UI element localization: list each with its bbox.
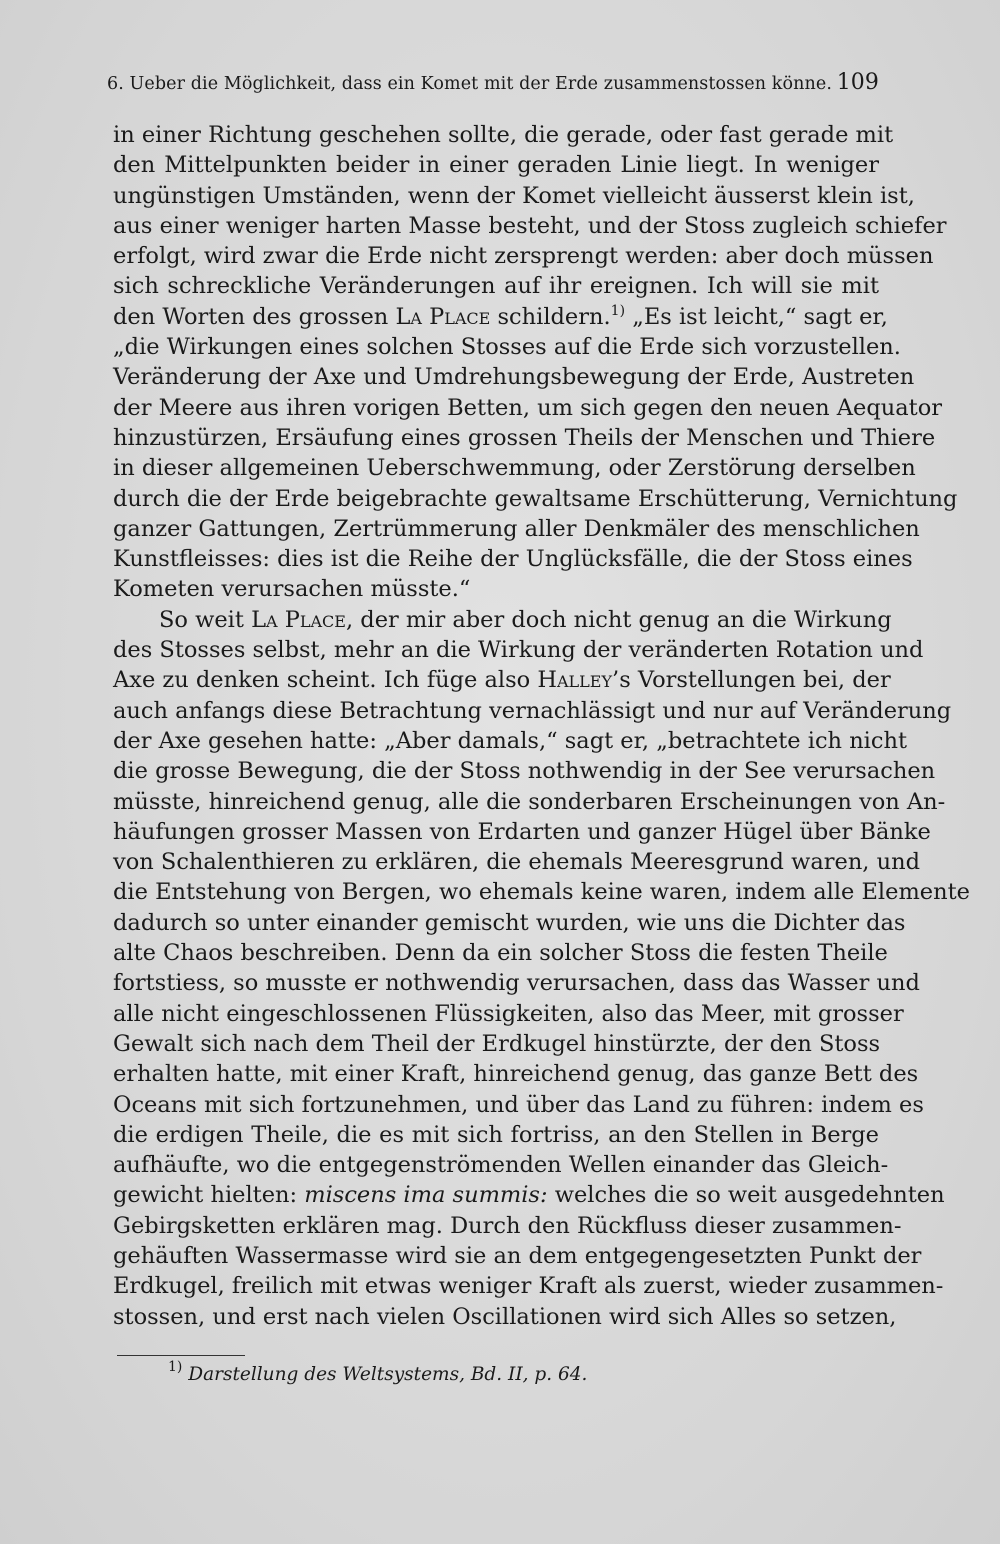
text-line: „die Wirkungen eines solchen Stosses auf die Erde sich vorzustellen. [113,334,901,361]
text-line: des Stosses selbst, mehr an die Wirkung der veränderten Rotation und [113,637,924,664]
text-line: Kunstfleisses: dies ist die Reihe der Unglücksfälle, die der Stoss eines [113,546,913,573]
text-line: Erdkugel, freilich mit etwas weniger Kraft als zuerst, wieder zusammen- [113,1273,944,1300]
text-line: aus einer weniger harten Masse besteht, und der Stoss zugleich schiefer [113,212,947,239]
text-line [113,665,891,695]
text-line [113,605,892,635]
text-span: welches die so weit ausgedehnten [554,1182,945,1209]
footnote-rule [117,1355,245,1356]
text-line: Veränderung der Axe und Umdrehungsbewegung der Erde, Austreten [113,364,915,391]
text-line: aufhäufte, wo die entgegenströmenden Wellen einander das Gleich- [113,1152,889,1179]
text-span: gewicht hielten: [113,1182,298,1209]
text-line: müsste, hinreichend genug, alle die sonderbaren Erscheinungen von An- [113,788,946,815]
text-line: erfolgt, wird zwar die Erde nicht zersprengt werden: aber doch müssen [113,243,934,270]
text-line: erhalten hatte, mit einer Kraft, hinreichend genug, das ganze Bett des [113,1061,919,1088]
text-line: Gebirgsketten erklären mag. Durch den Rückfluss dieser zusammen- [113,1212,902,1239]
footnote-marker: 1) [168,1359,183,1375]
text-line: ganzer Gattungen, Zertrümmerung aller Denkmäler des menschlichen [113,515,920,542]
latin-quote: miscens ima summis: [304,1182,548,1209]
text-line: ungünstigen Umständen, wenn der Komet vielleicht äusserst klein ist, [113,182,915,209]
body-text [113,120,970,1332]
text-span: , der mir aber doch nicht genug an die Wirkung [345,606,892,633]
page-number: 109 [836,70,879,95]
text-line: der Axe gesehen hatte: „Aber damals,“ sagt er, „betrachtete ich nicht [113,727,908,754]
text-span: Axe zu denken scheint. Ich füge also [113,667,531,694]
text-line: fortstiess, so musste er nothwendig verursachen, dass das Wasser und [113,970,920,997]
text-line: dadurch so unter einander gemischt wurden, wie uns die Dichter das [113,909,906,936]
text-line: häufungen grosser Massen von Erdarten und ganzer Hügel über Bänke [113,818,931,845]
running-header [107,70,879,95]
text-line: durch die der Erde beigebrachte gewaltsame Erschütterung, Vernichtung [113,485,958,512]
text-line: stossen, und erst nach vielen Oscillationen wird sich Alles so setzen, [113,1303,897,1330]
text-line: alle nicht eingeschlossenen Flüssigkeiten, also das Meer, mit grosser [113,1000,904,1027]
footnote [168,1359,588,1385]
text-line: in einer Richtung geschehen sollte, die gerade, oder fast gerade mit [113,122,894,148]
footnote-text: Darstellung des Weltsystems, Bd. II, p. 64. [188,1364,588,1385]
text-span: „Es ist leicht,“ sagt er, [632,303,888,330]
text-line: auch anfangs diese Betrachtung vernachlässigt und nur auf Veränderung [113,697,952,724]
footnote-reference: 1) [610,302,626,319]
text-line: die Entstehung von Bergen, wo ehemals keine waren, indem alle Elemente [113,879,970,906]
text-span: schildern. [497,303,611,330]
text-line: die grosse Bewegung, die der Stoss nothwendig in der See verursachen [113,758,936,785]
text-line: den Mittelpunkten beider in einer geraden Linie liegt. In weniger [113,152,879,179]
text-line: von Schalenthieren zu erklären, die ehemals Meeresgrund waren, und [113,849,921,876]
text-line: der Meere aus ihren vorigen Betten, um sich gegen den neuen Aequator [113,394,943,421]
text-line: die erdigen Theile, die es mit sich fortriss, an den Stellen in Berge [113,1121,879,1148]
text-line: Oceans mit sich fortzunehmen, und über das Land zu führen: indem es [113,1091,924,1118]
text-line: Kometen verursachen müsste.“ [113,576,471,603]
text-line: sich schreckliche Veränderungen auf ihr ereignen. Ich will sie mit [113,273,879,300]
text-line: in dieser allgemeinen Ueberschwemmung, oder Zerstörung derselben [113,455,916,482]
running-title: 6. Ueber die Möglichkeit, dass ein Komet mit der Erde zusammenstossen könne. [107,74,832,94]
author-name-laplace: La Place [251,606,346,633]
text-line: gehäuften Wassermasse wird sie an dem entgegengesetzten Punkt der [113,1242,922,1269]
text-line [113,302,888,332]
text-line: Gewalt sich nach dem Theil der Erdkugel hinstürzte, der den Stoss [113,1030,881,1057]
text-line [113,1180,945,1210]
text-line: alte Chaos beschreiben. Denn da ein solcher Stoss die festen Theile [113,940,888,967]
text-line: hinzustürzen, Ersäufung eines grossen Theils der Menschen und Thiere [113,424,936,451]
text-span: ’s Vorstellungen bei, der [612,667,891,694]
text-span: den Worten des grossen [113,303,389,330]
author-name-halley: Halley [537,667,613,694]
author-name-laplace: La Place [395,303,491,330]
text-span: So weit [159,606,244,633]
